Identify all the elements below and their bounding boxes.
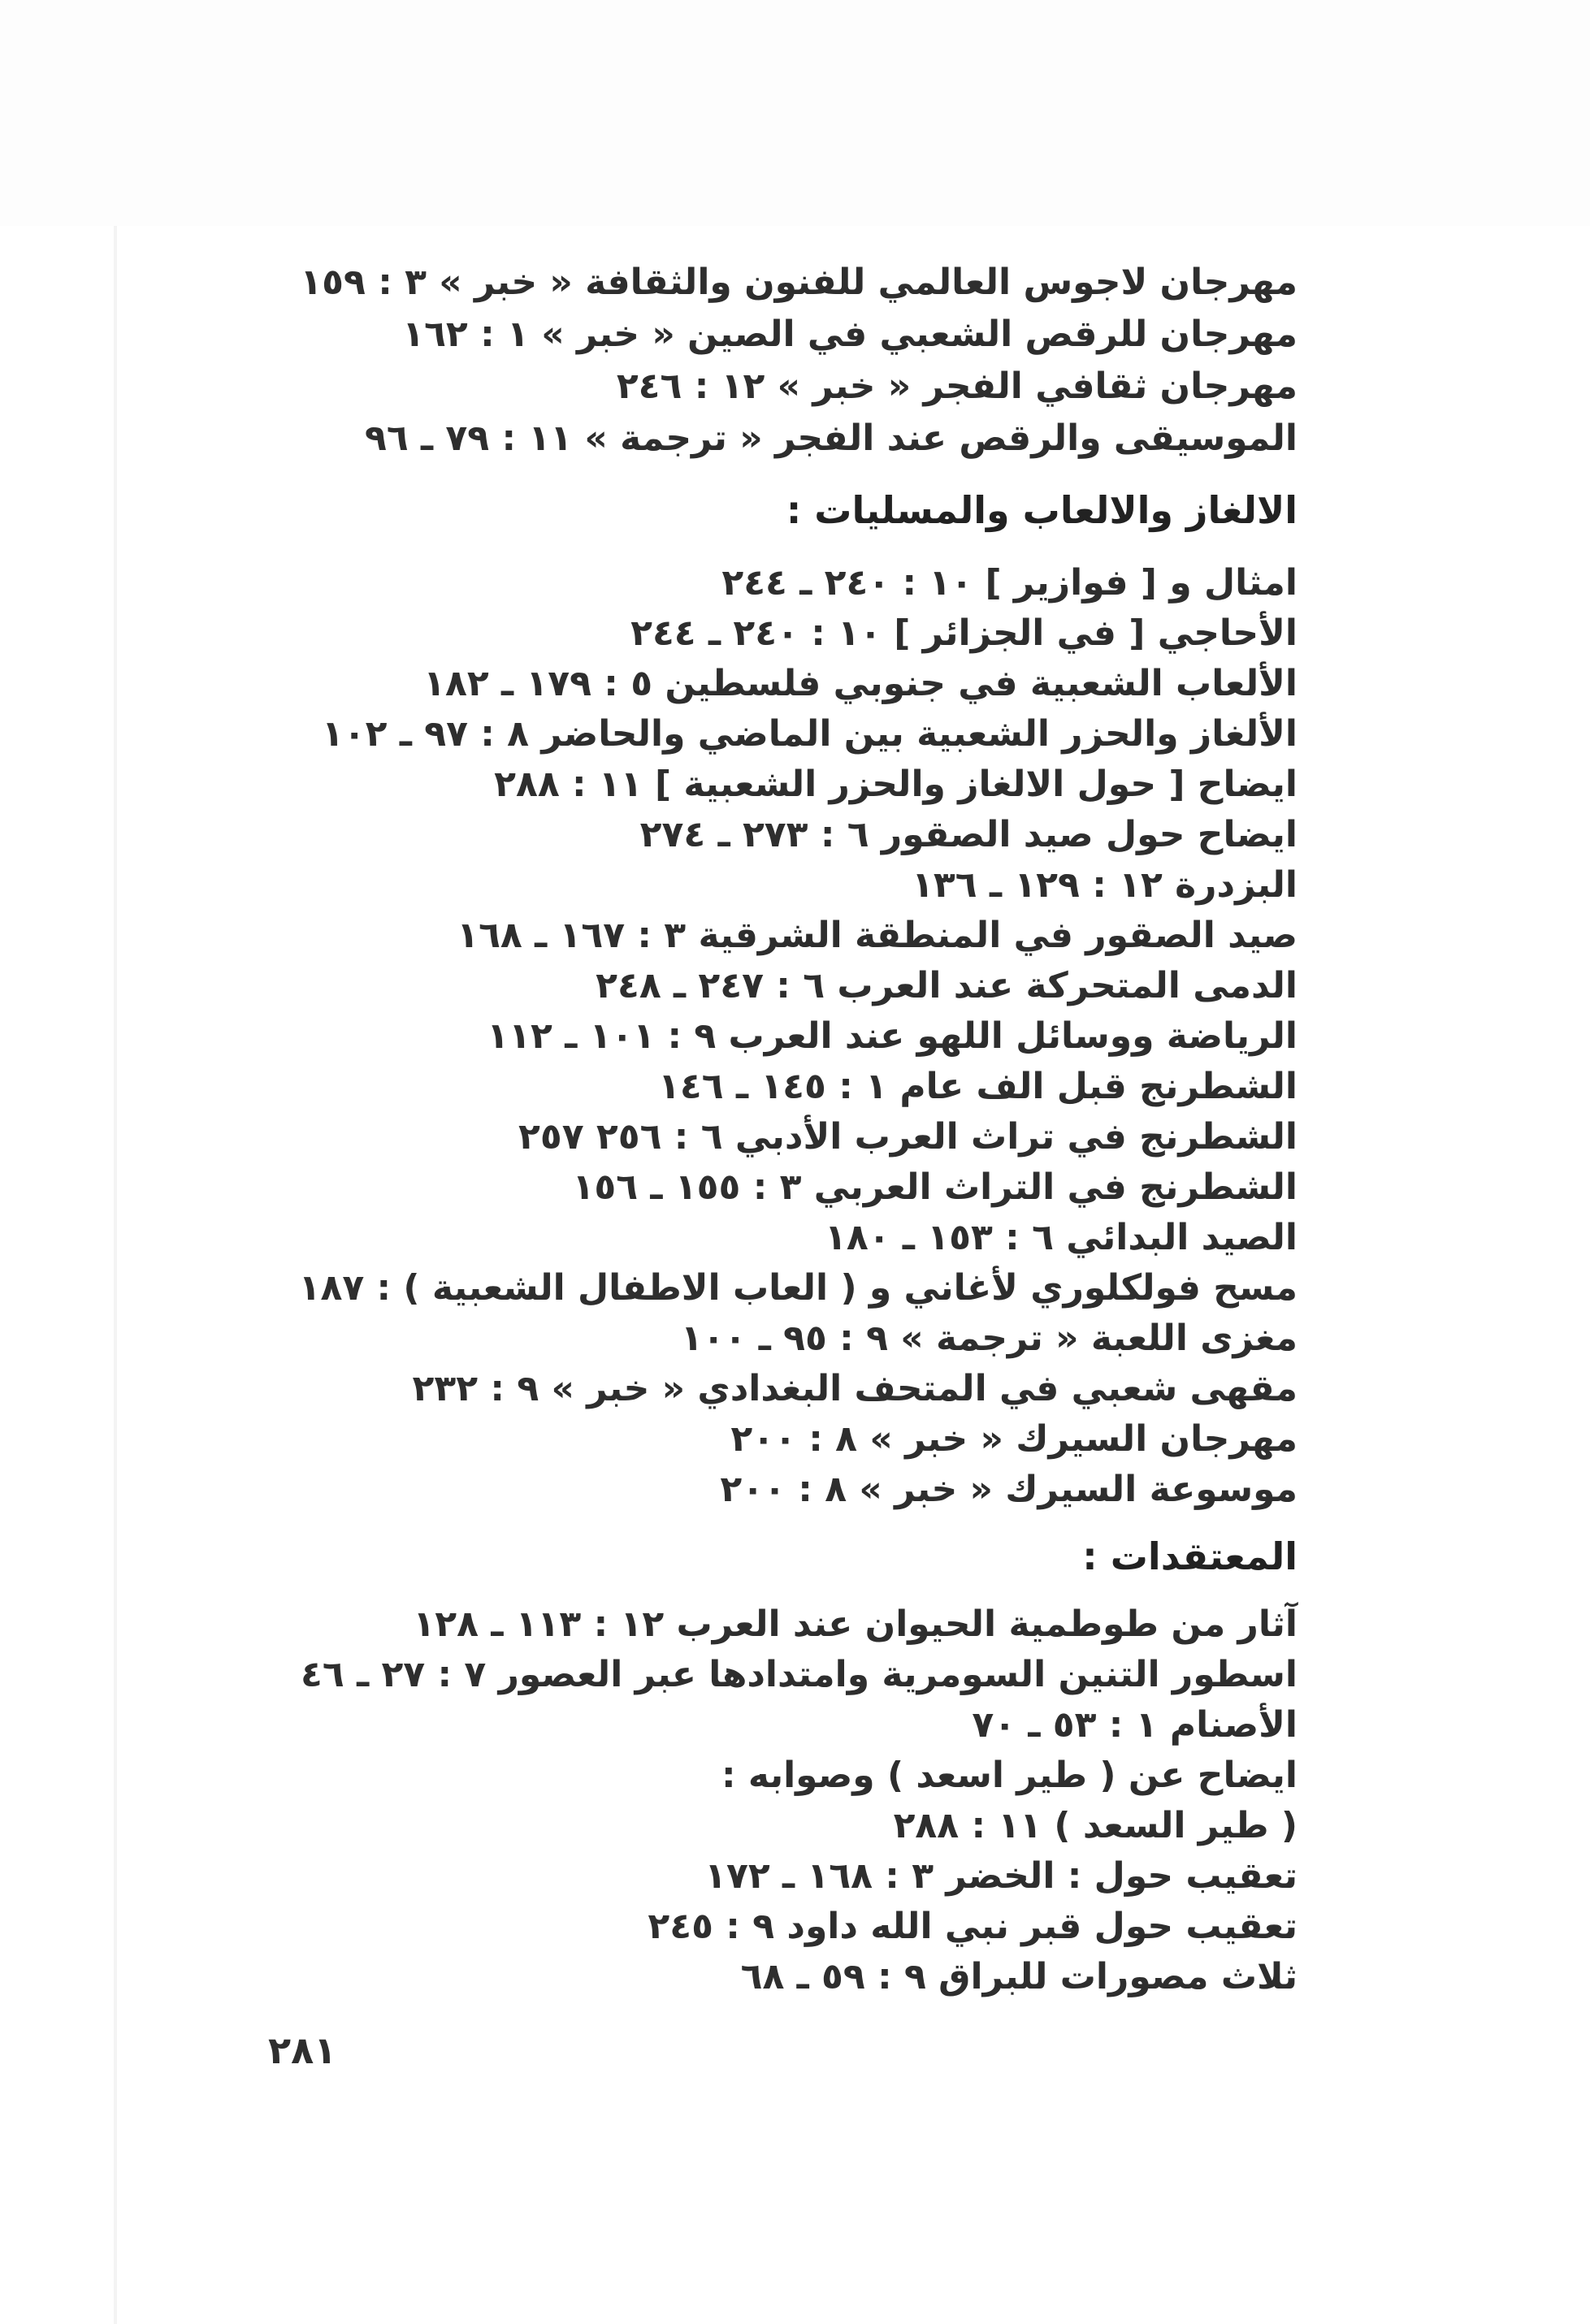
index-entry: الموسيقى والرقص عند الفجر « ترجمة » ١١ : ٧٩ ـ ٩٦ bbox=[365, 418, 1298, 459]
index-entry: اسطور التنين السومرية وامتدادها عبر العصور ٧ : ٢٧ ـ ٤٦ bbox=[301, 1654, 1298, 1695]
index-entry: الدمى المتحركة عند العرب ٦ : ٢٤٧ ـ ٢٤٨ bbox=[596, 965, 1298, 1006]
page-number: ٢٨١ bbox=[268, 2028, 337, 2072]
index-entry: ايضاح عن ( طير اسعد ) وصوابه : bbox=[721, 1755, 1298, 1796]
index-entry: الألغاز والحزر الشعبية بين الماضي والحاضر ٨ : ٩٧ ـ ١٠٢ bbox=[321, 713, 1298, 755]
index-entry: مقهى شعبي في المتحف البغدادي « خبر » ٩ : ٢٣٢ bbox=[412, 1368, 1298, 1409]
index-entry: صيد الصقور في المنطقة الشرقية ٣ : ١٦٧ ـ ١٦٨ bbox=[457, 915, 1298, 956]
index-entry: امثال و [ فوازير ] ١٠ : ٢٤٠ ـ ٢٤٤ bbox=[721, 562, 1298, 604]
index-entry: ايضاح [ حول الالغاز والحزر الشعبية ] ١١ : ٢٨٨ bbox=[494, 764, 1298, 805]
index-entry: البزدرة ١٢ : ١٢٩ ـ ١٣٦ bbox=[912, 864, 1298, 906]
index-entry: آثار من طوطمية الحيوان عند العرب ١٢ : ١١٣ ـ ١٢٨ bbox=[413, 1603, 1298, 1645]
index-entry: ثلاث مصورات للبراق ٩ : ٥٩ ـ ٦٨ bbox=[740, 1956, 1298, 1997]
section-heading-riddles-games: الالغاز والالعاب والمسليات : bbox=[786, 488, 1298, 532]
index-entry: الأحاجي [ في الجزائر ] ١٠ : ٢٤٠ ـ ٢٤٤ bbox=[630, 612, 1298, 654]
index-entry: مهرجان ثقافي الفجر « خبر » ١٢ : ٢٤٦ bbox=[616, 366, 1298, 407]
index-entry: ( طير السعد ) ١١ : ٢٨٨ bbox=[893, 1805, 1298, 1846]
index-entry: الشطرنج في التراث العربي ٣ : ١٥٥ ـ ١٥٦ bbox=[572, 1166, 1298, 1208]
index-entry: مغزى اللعبة « ترجمة » ٩ : ٩٥ ـ ١٠٠ bbox=[680, 1318, 1298, 1359]
index-entry: موسوعة السيرك « خبر » ٨ : ٢٠٠ bbox=[720, 1469, 1298, 1510]
index-entry: الرياضة ووسائل اللهو عند العرب ٩ : ١٠١ ـ ١١٢ bbox=[487, 1015, 1298, 1057]
index-entry: الشطرنج في تراث العرب الأدبي ٦ : ٢٥٦ ٢٥٧ bbox=[518, 1116, 1298, 1158]
index-entry: تعقيب حول قبر نبي الله داود ٩ : ٢٤٥ bbox=[648, 1906, 1298, 1947]
index-entry: الشطرنج قبل الف عام ١ : ١٤٥ ـ ١٤٦ bbox=[658, 1066, 1298, 1107]
index-entry: مهرجان السيرك « خبر » ٨ : ٢٠٠ bbox=[730, 1418, 1298, 1460]
index-entry: تعقيب حول : الخضر ٣ : ١٦٨ ـ ١٧٢ bbox=[704, 1855, 1298, 1897]
index-entry: الأصنام ١ : ٥٣ ـ ٧٠ bbox=[972, 1704, 1298, 1746]
section-heading-beliefs: المعتقدات : bbox=[1082, 1534, 1298, 1578]
index-entry: مهرجان لاجوس العالمي للفنون والثقافة « خبر » ٣ : ١٥٩ bbox=[300, 262, 1298, 303]
section-festivals bbox=[241, 0, 1298, 2324]
index-entry: مسح فولكلوري لأغاني و ( العاب الاطفال الشعبية ) : ١٨٧ bbox=[298, 1267, 1298, 1309]
index-entry: الألعاب الشعبية في جنوبي فلسطين ٥ : ١٧٩ ـ ١٨٢ bbox=[423, 663, 1298, 704]
index-entry: الصيد البدائي ٦ : ١٥٣ ـ ١٨٠ bbox=[824, 1217, 1298, 1258]
index-entry: ايضاح حول صيد الصقور ٦ : ٢٧٣ ـ ٢٧٤ bbox=[639, 814, 1298, 855]
index-entry: مهرجان للرقص الشعبي في الصين « خبر » ١ : ١٦٢ bbox=[402, 314, 1298, 355]
